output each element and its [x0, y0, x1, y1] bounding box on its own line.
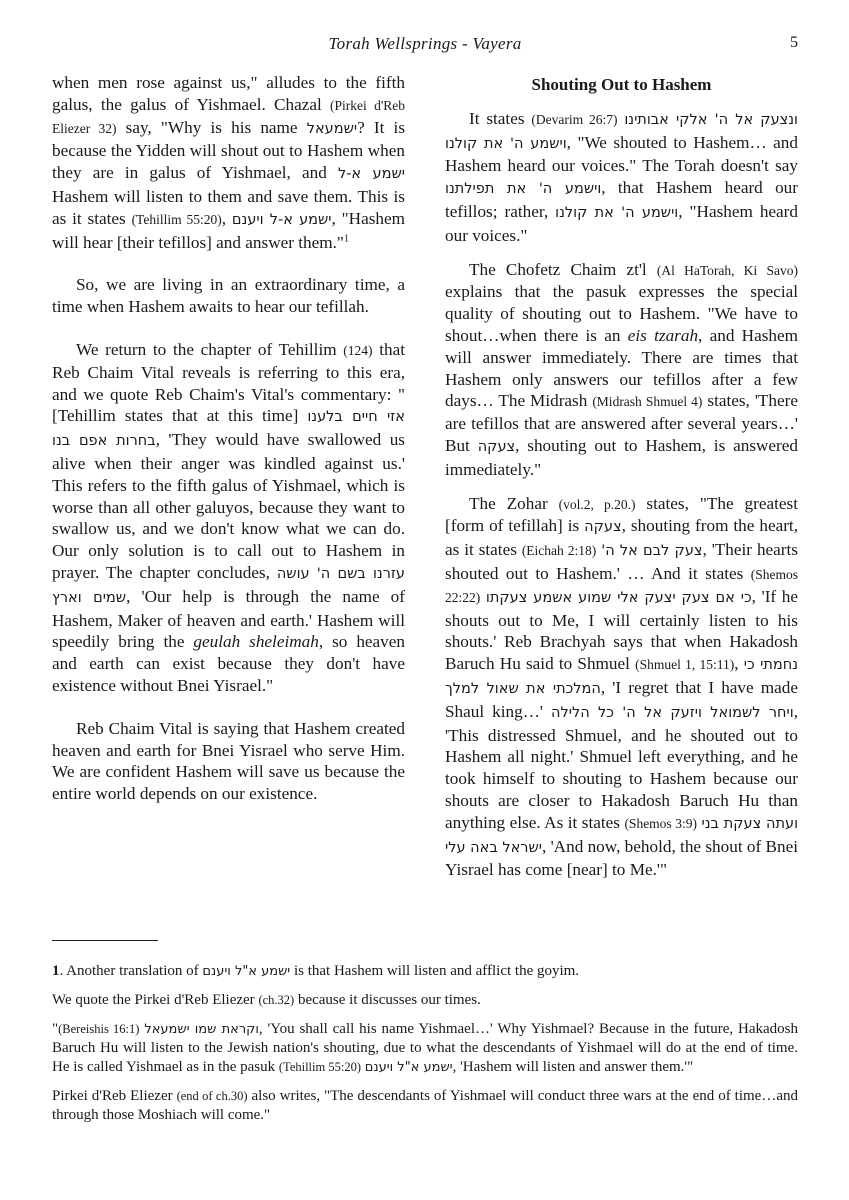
- source-citation: (Pirkei d'Reb Eliezer 32): [52, 97, 406, 136]
- source-citation: (Eichah 2:18): [521, 543, 597, 559]
- source-citation: (Midrash Shmuel 4): [592, 394, 703, 410]
- footnote-number: 1: [52, 963, 60, 979]
- hebrew-text: ויחר לשמואל ויזעק אל ה' כל הלילה: [551, 704, 794, 721]
- text-run: Pirkei d'Reb Eliezer: [52, 1088, 177, 1104]
- right-paragraph-2: [445, 259, 798, 481]
- hebrew-text: ונצעק אל ה' אלקי אבותינו וישמע ה' את קולנו: [445, 111, 799, 152]
- text-run: The Zohar: [469, 493, 559, 513]
- text-run: , so heaven and earth can exist because they don't have existence without Bnei Yisrael.": [52, 632, 405, 695]
- hebrew-text: ועתה צעקת בני ישראל באה עלי: [445, 815, 799, 856]
- text-run: , and Hashem will answer immediately. There are times that Hashem only answers our tefillos after a few days… The Midrash: [445, 325, 799, 411]
- page-number: 5: [790, 34, 798, 51]
- hebrew-text: וישמע ה' את תפילתנו: [445, 181, 602, 198]
- hebrew-text: כי אם צעק יצעק אלי שמוע אשמע צעקתו: [485, 589, 752, 606]
- text-run: explains that the pasuk expresses the special quality of shouting out to Hashem. "We have to shout…when there is an: [445, 282, 798, 345]
- text-run: , 'Hashem will listen and answer them.'": [452, 1059, 694, 1075]
- source-citation: (Shmuel 1, 15:11): [635, 657, 735, 673]
- section-heading: Shouting Out to Hashem: [531, 75, 712, 94]
- text-run: ? It is because the Yidden will shout out to Hashem when they are in galus of Yishmael, and: [52, 117, 406, 183]
- text-run: , 'Our help is through the name of Hashem, Maker of heaven and earth.' Hashem will speedily bring the: [52, 586, 405, 652]
- text-run: , 'They would have swallowed us alive when their anger was kindled against us.' This refers to the fifth galus of Yishmael, which is worse than all other galuyos, because they want to swallow us, and we don't know what we can do. Our only solution is to call out to Hashem in prayer. The chapter concludes,: [52, 430, 405, 582]
- hebrew-text: נחמתי כי המלכתי את שאול למלך: [445, 657, 799, 697]
- text-run: , 'If he shouts out to Me, I will certainly listen to his shouts.' Reb Brachyah says that when Hakadosh Baruch Hu said to Shmuel: [445, 586, 799, 674]
- hebrew-text: עזרנו בשם ה' עושה שמים וארץ: [52, 565, 405, 606]
- hebrew-text: ישמע א"ל ויענם: [202, 964, 291, 979]
- text-run: because it discusses our times.: [294, 992, 481, 1008]
- hebrew-text: ישמע א-ל: [337, 166, 405, 183]
- footnote-1: [52, 962, 798, 981]
- text-run: , 'Their hearts shouted out to Hashem.' … And it states: [445, 540, 798, 583]
- footnote-paragraph: [52, 991, 798, 1010]
- text-run: , 'And now, behold, the shout of Bnei Yisrael has come [near] to Me.'": [445, 836, 798, 880]
- text-run: , 'I regret that I have made Shaul king…': [445, 677, 798, 721]
- text-run: , "We shouted to Hashem… and Hashem heard our voices." The Torah doesn't say: [445, 132, 798, 176]
- text-run: , shouting out to Hashem, is answered immediately.": [445, 435, 798, 479]
- text-run: ": [52, 1021, 59, 1037]
- source-citation: (ch.32): [258, 993, 295, 1007]
- text-run: , shouting from the heart, as it states: [445, 516, 798, 560]
- hebrew-text: צעק לבם אל ה': [601, 543, 703, 560]
- source-citation: (Al HaTorah, Ki Savo): [656, 262, 798, 278]
- text-run: Hashem will listen to them and save them. This is as it states: [52, 186, 405, 228]
- italic-term: geulah sheleimah: [193, 632, 319, 652]
- left-column: [52, 72, 405, 805]
- text-run: The Chofetz Chaim zt'l: [469, 259, 657, 279]
- text-run: ,: [734, 654, 744, 674]
- text-run: also writes, "The descendants of Yishmael will conduct three wars at the end of time…and through those Moshiach will come.": [52, 1088, 798, 1123]
- text-run: It states: [469, 108, 532, 128]
- footnote-marker[interactable]: 1: [343, 232, 349, 244]
- left-paragraph-1: [52, 72, 405, 253]
- footnotes-section: [52, 962, 798, 1135]
- source-citation: (Shemos 22:22): [445, 566, 798, 605]
- left-paragraph-4: Reb Chaim Vital is saying that Hashem created heaven and earth for Bnei Yisrael who serve Him. We are confident Hashem will save us because the entire world depends on our existence.: [52, 718, 405, 804]
- text-run: We quote the Pirkei d'Reb Eliezer: [52, 992, 259, 1008]
- text-run: . Another translation of: [59, 963, 203, 979]
- source-citation: (Shemos 3:9): [624, 815, 697, 831]
- hebrew-text: וקראת שמו ישמעאל: [144, 1022, 259, 1037]
- text-run: , "Hashem will hear [their tefillos] and answer them.": [52, 208, 406, 252]
- text-run: , 'You shall call his name Yishmael…' Why Yishmael? Because in the future, Hakadosh Baruch Hu will listen to the Jewish nation's shouting, due to what the descendants of Yishmael will do at the end of time. He is called Yishmael as in the pasuk: [52, 1021, 798, 1075]
- text-run: is that Hashem will listen and afflict the goyim.: [290, 963, 580, 979]
- hebrew-text: אזי חיים בלענו בחרות אפם בנו: [52, 409, 405, 450]
- right-column: [445, 72, 798, 881]
- running-title: Torah Wellsprings - Vayera: [328, 34, 522, 53]
- left-paragraph-3: [52, 339, 405, 697]
- text-run: that Reb Chaim Vital reveals is referring to this era, and we quote Reb Chaim's Vital's commentary: "[Tehillim states that at this time]: [52, 339, 405, 426]
- source-citation: (Devarim 26:7): [531, 111, 618, 127]
- hebrew-text: ישמע א-ל ויענם: [231, 211, 332, 228]
- text-run: We return to the chapter of Tehillim: [76, 339, 344, 359]
- hebrew-text: ישמעאל: [306, 120, 358, 137]
- source-citation: (Tehillim 55:20): [278, 1060, 361, 1074]
- source-citation: (124): [343, 342, 373, 358]
- italic-term: eis tzarah: [627, 325, 699, 345]
- source-citation: (Tehillim 55:20): [131, 211, 222, 227]
- text-run: states, "The greatest [form of tefillah] is: [445, 493, 798, 536]
- text-run: , 'This distressed Shmuel, and he shouted out to Hashem all night.' Shmuel left everything, and he took himself to shouting to Hashem because our shouts are closer to Hakadosh Baruch Hu than anything else. As it states: [445, 701, 798, 832]
- hebrew-text: ישמע א"ל ויענם: [364, 1060, 453, 1075]
- footnote-paragraph: [52, 1087, 798, 1125]
- text-run: , "Hashem heard our voices.": [445, 201, 798, 245]
- hebrew-text: צעקה: [584, 519, 622, 536]
- right-paragraph-3: [445, 493, 798, 882]
- text-run: when men rose against us," alludes to the fifth galus, the galus of Yishmael. Chazal: [52, 73, 405, 114]
- text-run: states, 'There are tefillos that are answered after several years…' But: [445, 391, 799, 455]
- source-citation: (vol.2, p.20.): [558, 496, 636, 512]
- right-paragraph-1: [445, 108, 798, 247]
- source-citation: (Bereishis 16:1): [58, 1022, 140, 1036]
- hebrew-text: צעקה: [477, 438, 516, 455]
- footnote-paragraph: [52, 1020, 798, 1077]
- hebrew-text: וישמע ה' את קולנו: [555, 204, 679, 221]
- text-run: , that Hashem heard our tefillos; rather,: [445, 178, 798, 221]
- left-paragraph-2: So, we are living in an extraordinary time, a time when Hashem awaits to hear our tefillah.: [52, 275, 405, 317]
- page-header: [52, 34, 798, 58]
- footnote-divider: [52, 940, 158, 941]
- text-run: ,: [221, 208, 232, 228]
- text-run: say, "Why is his name: [116, 117, 307, 137]
- source-citation: (end of ch.30): [176, 1089, 248, 1103]
